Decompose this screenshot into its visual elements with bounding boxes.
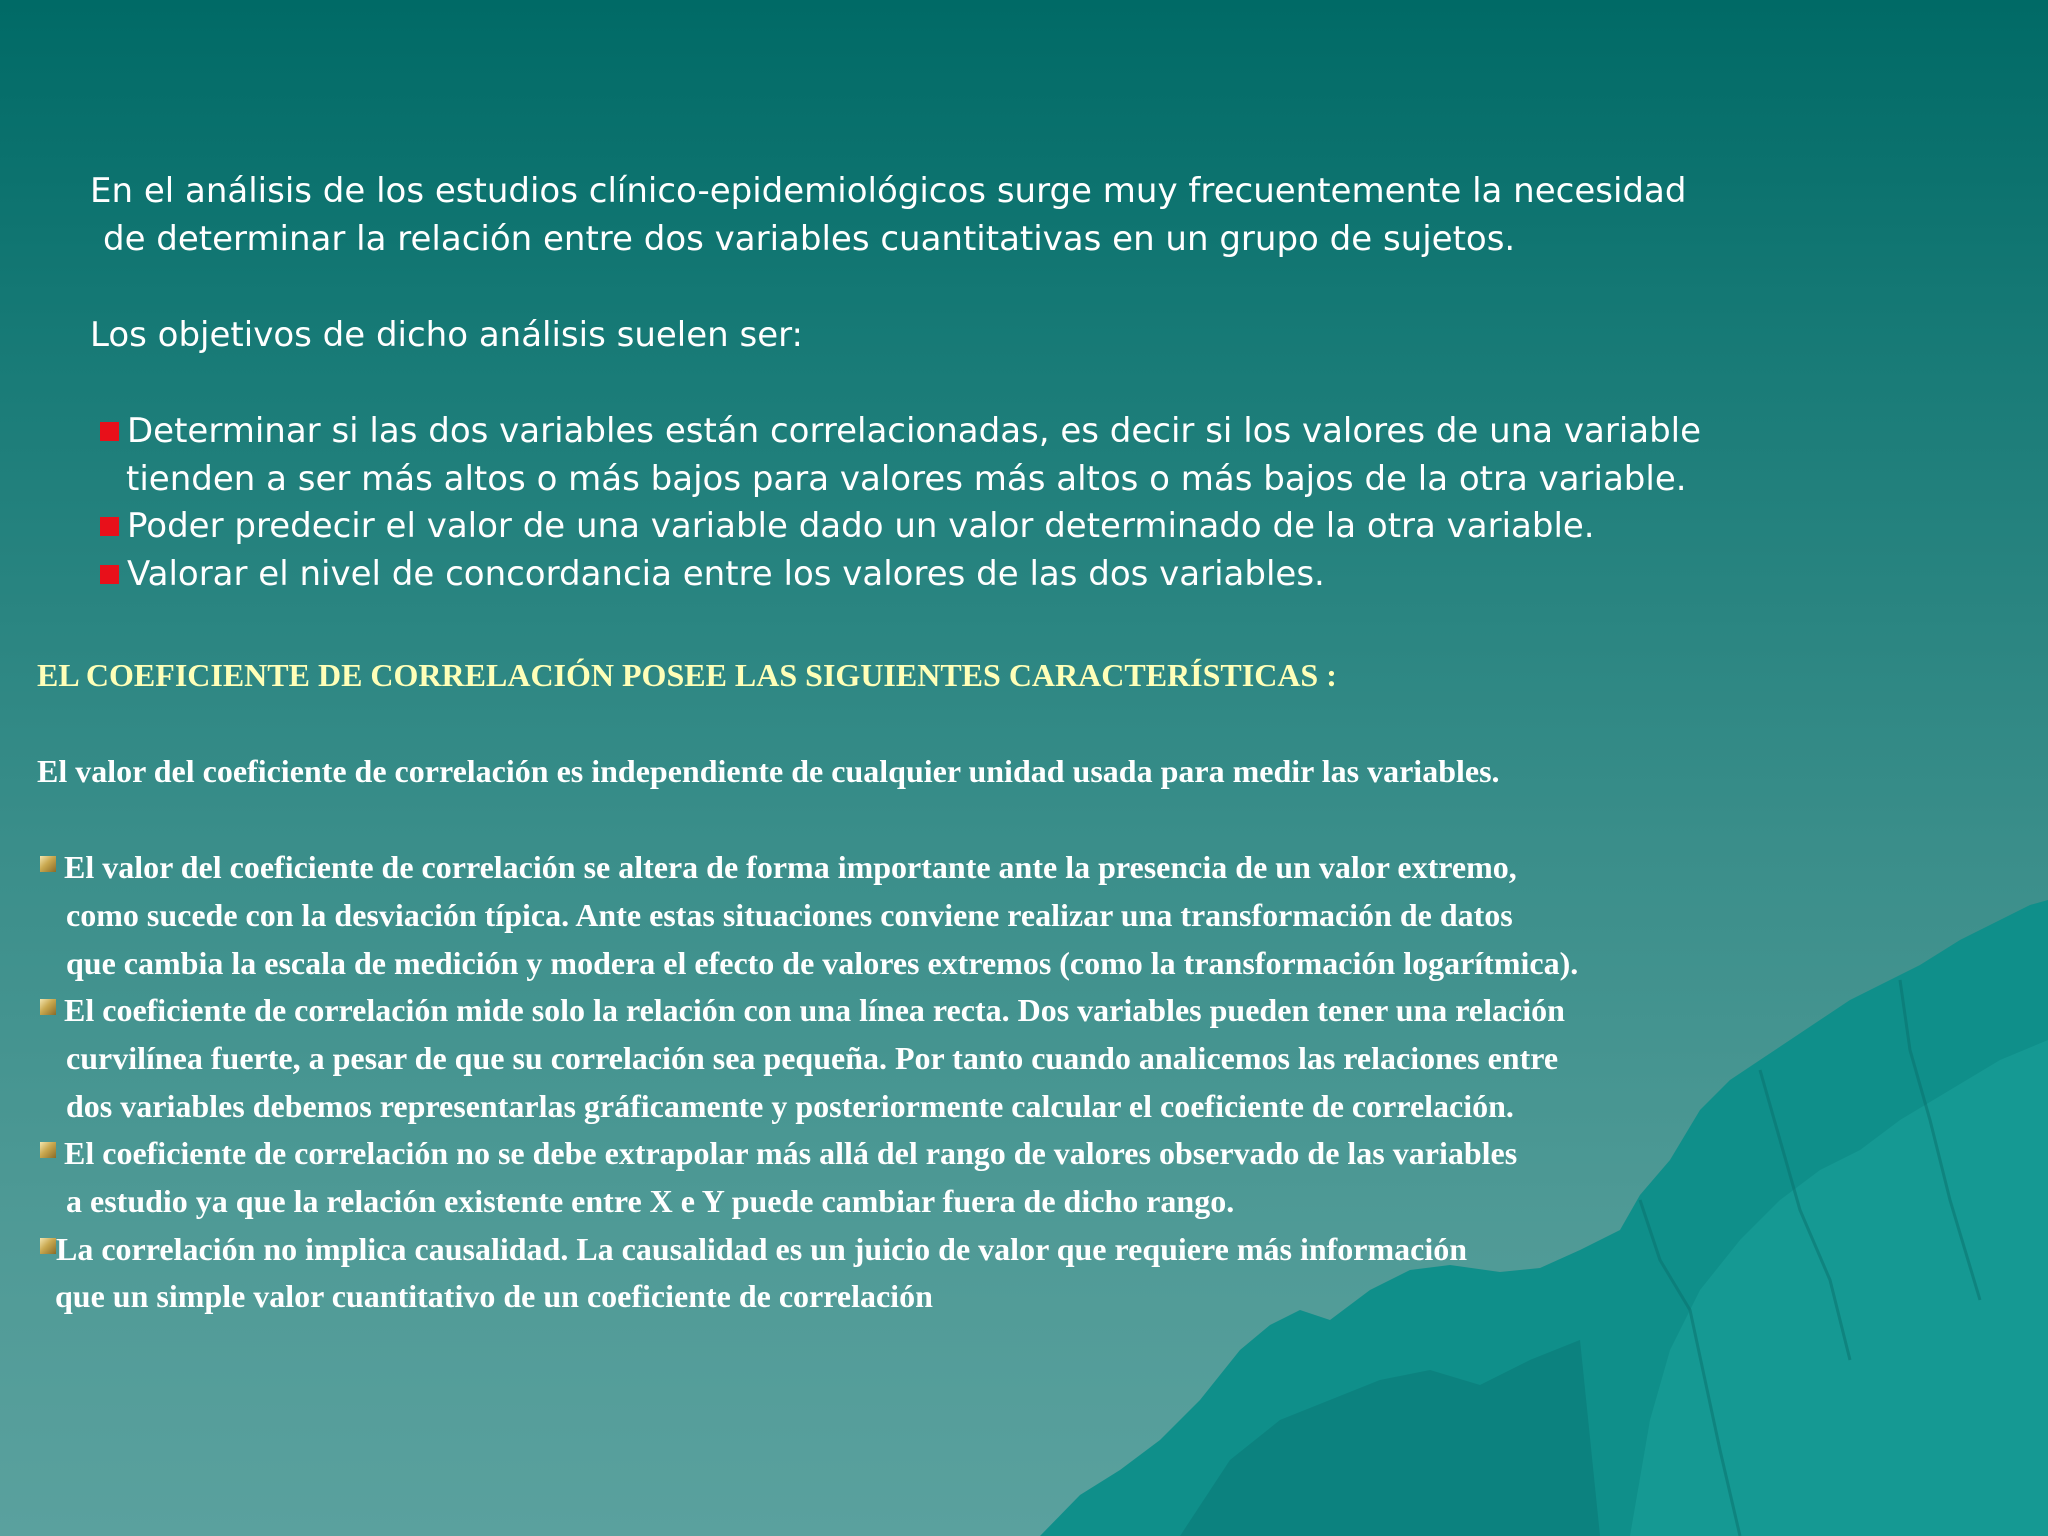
red-square-bullet-icon: [100, 565, 119, 584]
characteristic-item-1: [40, 843, 1517, 891]
objective-item-3: [100, 550, 1325, 598]
objective-2-line-1: Poder predecir el valor de una variable dado un valor determinado de la otra variable.: [127, 506, 1595, 546]
objective-3-line-1: Valorar el nivel de concordancia entre los valores de las dos variables.: [127, 554, 1325, 594]
characteristic-2-line-2: curvilínea fuerte, a pesar de que su correlación sea pequeña. Por tanto cuando analicemos las relaciones entre: [66, 1040, 1559, 1076]
characteristic-3-line-1: El coeficiente de correlación no se debe extrapolar más allá del rango de valores observado de las variables: [64, 1135, 1518, 1171]
characteristic-1-line-1: El valor del coeficiente de correlación se altera de forma importante ante la presencia de un valor extremo,: [64, 849, 1517, 885]
characteristic-4-line-2: que un simple valor cuantitativo de un coeficiente de correlación: [55, 1278, 933, 1314]
characteristic-2-line-1: El coeficiente de correlación mide solo la relación con una línea recta. Dos variables pueden tener una relación: [64, 992, 1565, 1028]
characteristic-item-4: [40, 1225, 1467, 1273]
characteristic-1-line-2: como sucede con la desviación típica. Ante estas situaciones conviene realizar una transformación de datos: [66, 897, 1513, 933]
red-square-bullet-icon: [100, 422, 119, 441]
intro-line-2: de determinar la relación entre dos variables cuantitativas en un grupo de sujetos.: [103, 219, 1516, 259]
characteristic-1-line-3: que cambia la escala de medición y modera el efecto de valores extremos (como la transformación logarítmica).: [66, 945, 1579, 981]
characteristic-3-line-2: a estudio ya que la relación existente entre X e Y puede cambiar fuera de dicho rango.: [66, 1183, 1235, 1219]
gold-square-bullet-icon: [40, 999, 56, 1015]
characteristic-4-line-1: La correlación no implica causalidad. La causalidad es un juicio de valor que requiere más información: [56, 1231, 1468, 1267]
gold-square-bullet-icon: [40, 1142, 56, 1158]
objective-item-1-continued: tienden a ser más altos o más bajos para valores más altos o más bajos de la otra variable.: [126, 459, 1687, 499]
objective-item-1: [100, 407, 1701, 455]
characteristic-item-2: [40, 986, 1565, 1034]
gold-square-bullet-icon: [40, 1238, 56, 1254]
characteristics-heading: EL COEFICIENTE DE CORRELACIÓN POSEE LAS SIGUIENTES CARACTERÍSTICAS :: [37, 657, 1337, 693]
objective-item-2: [100, 502, 1595, 550]
red-square-bullet-icon: [100, 517, 119, 536]
characteristics-first-statement: El valor del coeficiente de correlación es independiente de cualquier unidad usada para medir las variables.: [37, 753, 1500, 789]
characteristic-item-3: [40, 1129, 1517, 1177]
characteristic-2-line-3: dos variables debemos representarlas gráficamente y posteriormente calcular el coeficiente de correlación.: [66, 1088, 1514, 1124]
gold-square-bullet-icon: [40, 856, 56, 872]
objective-1-line-1: Determinar si las dos variables están correlacionadas, es decir si los valores de una variable: [127, 411, 1702, 451]
objectives-lead: Los objetivos de dicho análisis suelen ser:: [90, 315, 803, 355]
intro-line-1: En el análisis de los estudios clínico-epidemiológicos surge muy frecuentemente la necesidad: [90, 171, 1687, 211]
